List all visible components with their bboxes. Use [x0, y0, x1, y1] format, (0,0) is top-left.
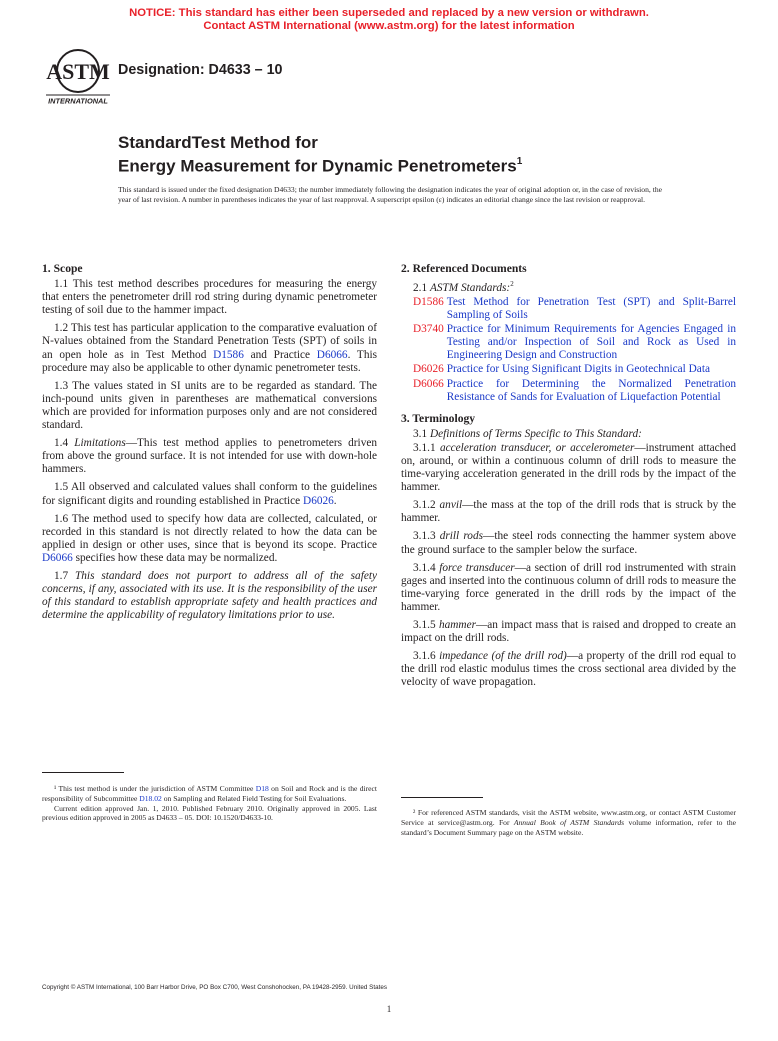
scope-1-7 — [42, 570, 377, 622]
footnote-1-edition: Current edition approved Jan. 1, 2010. Published February 2010. Originally approved in 2005. Last previous edition approved in 2005 as D4633 – 05. DOI: 10.1520/D4633-10. — [42, 803, 377, 823]
term-name: anvil — [439, 499, 463, 512]
copyright: Copyright © ASTM International, 100 Barr Harbor Drive, PO Box C700, West Conshohocken, PA 19428-2959. United States — [42, 984, 387, 991]
astm-logo — [44, 45, 112, 107]
refdocs-footnote-mark: 2 — [510, 280, 514, 289]
ref-code[interactable]: D1586 — [413, 295, 444, 308]
title-line-1: StandardTest Method for — [118, 133, 318, 152]
footnote-1-text-c: on Sampling and Related Field Testing for Soil Evaluations. — [161, 793, 347, 803]
term-num: 3.1.5 — [413, 619, 439, 632]
footnote-2-text-b: volume information, refer to the standard’s Document Summary page on the ASTM website. — [401, 817, 737, 837]
scope-1-7-text: This standard does not purport to address all of the safety concerns, if any, associated with its use. It is the responsibility of the user of this standard to establish appropriate safety and health practices and determine the applicability of regulatory limitations prior to use. — [42, 569, 377, 622]
scope-1-4-num: 1.4 — [54, 437, 75, 450]
term-num: 3.1.2 — [413, 499, 440, 512]
ref-code[interactable]: D3740 — [413, 323, 444, 336]
link-d6066-2[interactable]: D6066 — [42, 551, 73, 564]
term-num: 3.1.4 — [413, 561, 440, 574]
term-name: impedance (of the drill rod) — [439, 650, 567, 663]
terminology-3-1-label: Definitions of Terms Specific to This Standard: — [429, 427, 642, 440]
term-3-1-6 — [401, 650, 736, 689]
issued-note: This standard is issued under the fixed designation D4633; the number immediately following the designation indicates the year of original adoption or, in the case of revision, the year of last revision. A number in parentheses indicates the year of last reapproval. A superscript epsilon (ε) indicates an editorial change since the last revision or reapproval. — [118, 185, 662, 204]
footnote-2-body — [401, 808, 736, 837]
refdocs-heading: 2. Referenced Documents — [401, 262, 527, 275]
term-3-1-3 — [401, 530, 736, 556]
page-number: 1 — [386, 1004, 392, 1014]
scope-1-2-text-a: 1.2 This test has particular application to the comparative evaluation of N-values obtained from the Standard Penetration Tests (SPT) of soils in an open hole as in Test Method — [42, 322, 377, 361]
scope-1-2-text-b: and Practice — [243, 348, 317, 361]
scope-1-6-text-b: specifies how these data may be normalized. — [72, 551, 278, 564]
footnote-2-text-a: ² For referenced ASTM standards, visit the ASTM website, www.astm.org, or contact ASTM Customer Service at service@astm.org. For — [401, 808, 736, 827]
footnote-2 — [401, 808, 736, 837]
term-def: —the steel rods connecting the hammer system above the ground surface to the sampler below the surface. — [401, 530, 736, 556]
footnote-1 — [42, 784, 377, 823]
term-num: 3.1.1 — [413, 441, 440, 454]
term-3-1-5 — [401, 619, 736, 645]
ref-title[interactable]: Practice for Determining the Normalized Penetration Resistance of Sands for Evaluation of Liquefaction Potential — [446, 377, 736, 403]
ref-item[interactable] — [401, 296, 736, 322]
scope-1-5-end: . — [333, 494, 337, 507]
term-def: —the mass at the top of the drill rods that is struck by the hammer. — [401, 499, 736, 525]
ref-item[interactable] — [401, 378, 736, 404]
ref-item[interactable] — [401, 363, 736, 376]
footnote-rule-right — [401, 797, 483, 798]
link-d6026[interactable]: D6026 — [303, 494, 334, 507]
term-name: acceleration transducer, or accelerometer — [439, 441, 635, 454]
footnote-1-body — [42, 784, 377, 804]
link-d18[interactable]: D18 — [255, 784, 269, 793]
footnote-rule-left — [42, 772, 124, 773]
terminology-3-1 — [401, 428, 736, 441]
refdocs-2-1-num: 2.1 — [413, 281, 430, 294]
term-name: hammer — [438, 619, 476, 632]
ref-item[interactable] — [401, 323, 736, 362]
title-line-2-text: Energy Measurement for Dynamic Penetrometers — [118, 156, 517, 176]
ref-title[interactable]: Practice for Using Significant Digits in Geotechnical Data — [446, 363, 710, 376]
astm-logo-icon — [44, 45, 112, 107]
scope-1-4 — [42, 437, 377, 476]
refdocs-2-1-label: ASTM Standards: — [429, 281, 511, 294]
footnote-2-book-title: Annual Book of ASTM Standards — [513, 817, 625, 827]
title-footnote-mark: 1 — [516, 155, 523, 167]
link-d18-02[interactable]: D18.02 — [139, 793, 162, 803]
scope-1-3: 1.3 The values stated in SI units are to be regarded as standard. The inch-pound units given in parentheses are mathematical conversions which are provided for information purposes only and are not considered standard. — [42, 379, 377, 432]
scope-1-4-term: Limitations — [74, 437, 126, 450]
svg-text:ASTM: ASTM — [46, 59, 110, 84]
ref-code[interactable]: D6066 — [413, 377, 444, 390]
link-d6066[interactable]: D6066 — [316, 348, 348, 361]
scope-1-5-text: 1.5 All observed and calculated values shall conform to the guidelines for significant digits and rounding established in Practice — [42, 481, 377, 507]
term-3-1-1 — [401, 442, 736, 494]
scope-1-1: 1.1 This test method describes procedures for measuring the energy that enters the penetrometer drill rod string during dynamic penetrometer testing of soil due to the hammer impact. — [42, 278, 377, 317]
notice-line-2: Contact ASTM International (www.astm.org) for the latest information — [203, 19, 575, 32]
footnote-1-text-b: on Soil and Rock and is the direct responsibility of Subcommittee — [42, 784, 377, 803]
scope-1-7-num: 1.7 — [54, 569, 75, 582]
terminology-heading: 3. Terminology — [401, 411, 476, 425]
scope-1-2-text-c: . This procedure may also be applicable to other dynamic penetrometer tests. — [42, 348, 378, 374]
scope-heading: 1. Scope — [42, 262, 83, 275]
scope-1-6 — [42, 513, 377, 565]
logo-caption: INTERNATIONAL — [48, 96, 108, 106]
terminology-3-1-num: 3.1 — [413, 427, 430, 440]
scope-1-4-text: —This test method applies to penetrometers driven from above the ground surface. It is not intended for use with down-hole hammers. — [42, 437, 378, 476]
term-def: —a section of drill rod instrumented with strain gages and inserted into the continuous column of drill rods to measure the time-varying force generated in the drill rods by the impact of the hammer. — [401, 561, 736, 613]
ref-title[interactable]: Test Method for Penetration Test (SPT) and Split-Barrel Sampling of Soils — [446, 295, 736, 322]
term-def: —an impact mass that is raised and dropped to create an impact on the drill rods. — [401, 619, 736, 645]
term-name: drill rods — [439, 530, 484, 543]
scope-1-6-text-a: 1.6 The method used to specify how data are collected, calculated, or recorded in this standard is not directly related to how the data can be applied in design or other uses, since that is beyond its scope. Practice — [42, 512, 377, 551]
link-d1586[interactable]: D1586 — [213, 348, 244, 361]
right-column — [401, 262, 736, 694]
title-line-2 — [118, 153, 522, 176]
notice-line-1: NOTICE: This standard has either been superseded and replaced by a new version or withdrawn. — [129, 7, 649, 19]
scope-1-5 — [42, 481, 377, 507]
footnote-1-text-a: ¹ This test method is under the jurisdiction of ASTM Committee — [54, 784, 256, 793]
term-num: 3.1.6 — [413, 650, 440, 663]
term-def: —a property of the drill rod equal to the drill rod elastic modulus times the cross sectional area divided by the velocity of wave propagation. — [401, 650, 737, 689]
withdrawn-notice — [0, 7, 778, 32]
term-3-1-4 — [401, 562, 736, 614]
term-name: force transducer — [439, 561, 515, 574]
term-3-1-2 — [401, 499, 736, 525]
left-column — [42, 262, 377, 627]
ref-code[interactable]: D6026 — [413, 363, 444, 376]
term-num: 3.1.3 — [413, 530, 440, 543]
term-def: —instrument attached on, around, or within a continuous column of drill rods to measure the time-varying acceleration generated in the drill rods by the impact of the hammer. — [401, 441, 736, 494]
document-title — [118, 133, 522, 176]
scope-1-2 — [42, 322, 377, 374]
ref-title[interactable]: Practice for Minimum Requirements for Agencies Engaged in Testing and/or Inspection of Soil and Rock as Used in Engineering Design and Construction — [446, 323, 736, 362]
refdocs-2-1 — [401, 278, 736, 295]
designation: Designation: D4633 – 10 — [118, 62, 283, 78]
